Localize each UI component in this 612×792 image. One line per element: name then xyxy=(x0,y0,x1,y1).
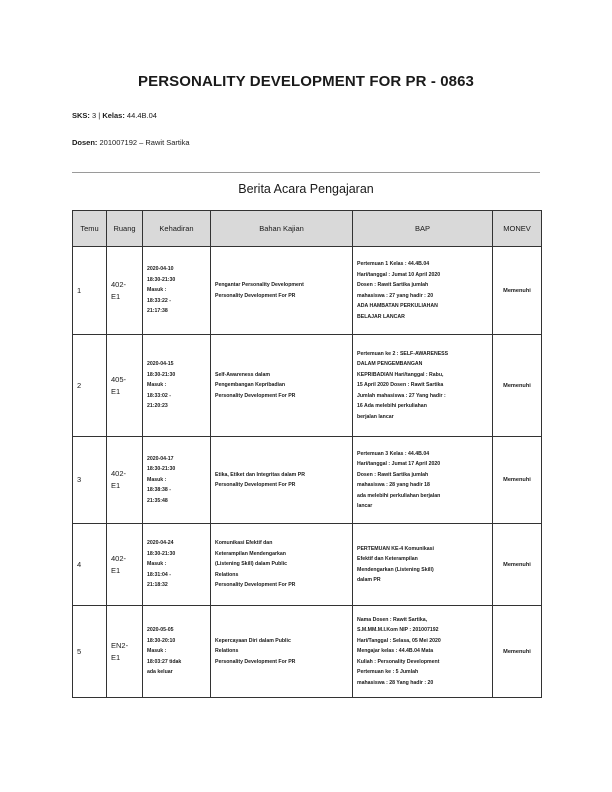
dosen-value: 201007192 – Rawit Sartika xyxy=(99,138,190,147)
kelas-label: Kelas: xyxy=(102,111,125,120)
cell-bap: Pertemuan 3 Kelas : 44.4B.04 Hari/tanggal : Jumat 17 April 2020 Dosen : Rawit Sartika jumlah mahasiswa : 28 yang hadir 18 ada melebihi perkuliahan berjalan lancar xyxy=(353,437,493,524)
cell-bap: Pertemuan 1 Kelas : 44.4B.04 Hari/tanggal : Jumat 10 April 2020 Dosen : Rawit Sartika jumlah mahasiswa : 27 yang hadir : 20 ADA HAMBATAN PERKULIAHAN BELAJAR LANCAR xyxy=(353,247,493,335)
cell-temu: 4 xyxy=(73,524,107,606)
cell-bahan-kajian: Self-Awareness dalam Pengembangan Kepribadian Personality Development For PR xyxy=(211,335,353,437)
cell-monev: Memenuhi xyxy=(493,437,542,524)
course-meta-sks-kelas xyxy=(72,111,157,120)
teaching-report-table xyxy=(72,210,542,698)
course-meta-dosen xyxy=(72,138,190,147)
cell-bahan-kajian: Pengantar Personality Development Personality Development For PR xyxy=(211,247,353,335)
cell-temu: 2 xyxy=(73,335,107,437)
cell-ruang: 402- E1 xyxy=(107,437,143,524)
header-temu: Temu xyxy=(73,211,107,247)
table-row xyxy=(73,606,542,698)
table-header-row xyxy=(73,211,542,247)
header-monev: MONEV xyxy=(493,211,542,247)
cell-ruang: 402- E1 xyxy=(107,247,143,335)
sks-value: 3 | xyxy=(92,111,103,120)
cell-ruang: 405- E1 xyxy=(107,335,143,437)
cell-ruang: 402- E1 xyxy=(107,524,143,606)
header-ruang: Ruang xyxy=(107,211,143,247)
sks-label: SKS: xyxy=(72,111,90,120)
cell-bap: PERTEMUAN KE-4 Komunikasi Efektif dan Keterampilan Mendengarkan (Listening Skill) dalam PR xyxy=(353,524,493,606)
cell-monev: Memenuhi xyxy=(493,247,542,335)
header-bahan-kajian: Bahan Kajian xyxy=(211,211,353,247)
header-kehadiran: Kehadiran xyxy=(143,211,211,247)
section-title: Berita Acara Pengajaran xyxy=(238,182,374,196)
header-bap: BAP xyxy=(353,211,493,247)
cell-monev: Memenuhi xyxy=(493,606,542,698)
table-row xyxy=(73,335,542,437)
table-row xyxy=(73,437,542,524)
cell-bahan-kajian: Komunikasi Efektif dan Keterampilan Mendengarkan (Listening Skill) dalam Public Relations Personality Development For PR xyxy=(211,524,353,606)
table-row xyxy=(73,524,542,606)
cell-bap: Nama Dosen : Rawit Sartika, S.M.MM.M.I.Kom NIP : 201007192 Hari/Tanggal : Selasa, 05 Mei 2020 Mengajar kelas : 44.4B.04 Mata Kuliah : Personality Development Pertemuan ke : 5 Jumlah mahasiswa : 28 Yang hadir : 20 xyxy=(353,606,493,698)
cell-temu: 5 xyxy=(73,606,107,698)
table-row xyxy=(73,247,542,335)
cell-kehadiran: 2020-04-24 18:30-21:30 Masuk : 18:31:04 - 21:18:32 xyxy=(143,524,211,606)
cell-monev: Memenuhi xyxy=(493,524,542,606)
kelas-value: 44.4B.04 xyxy=(126,111,157,120)
cell-bahan-kajian: Etika, Etiket dan Integritas dalam PR Personality Development For PR xyxy=(211,437,353,524)
cell-kehadiran: 2020-04-10 18:30-21:30 Masuk : 18:33:22 - 21:17:38 xyxy=(143,247,211,335)
cell-monev: Memenuhi xyxy=(493,335,542,437)
cell-temu: 1 xyxy=(73,247,107,335)
cell-kehadiran: 2020-05-05 18:30-20:10 Masuk : 18:03:27 tidak ada keluar xyxy=(143,606,211,698)
cell-bap: Pertemuan ke 2 : SELF-AWARENESS DALAM PENGEMBANGAN KEPRIBADIAN Hari/tanggal : Rabu, 15 April 2020 Dosen : Rawit Sartika Jumlah mahasiswa : 27 Yang hadir : 16 Ada melebihi perkuliahan berjalan lancar xyxy=(353,335,493,437)
dosen-label: Dosen: xyxy=(72,138,98,147)
cell-temu: 3 xyxy=(73,437,107,524)
cell-ruang: EN2- E1 xyxy=(107,606,143,698)
cell-kehadiran: 2020-04-17 18:30-21:30 Masuk : 18:38:38 - 21:35:48 xyxy=(143,437,211,524)
cell-bahan-kajian: Kepercayaan Diri dalam Public Relations Personality Development For PR xyxy=(211,606,353,698)
page-title: PERSONALITY DEVELOPMENT FOR PR - 0863 xyxy=(138,73,474,90)
divider xyxy=(72,172,540,173)
cell-kehadiran: 2020-04-15 18:30-21:30 Masuk : 18:33:02 - 21:20:23 xyxy=(143,335,211,437)
